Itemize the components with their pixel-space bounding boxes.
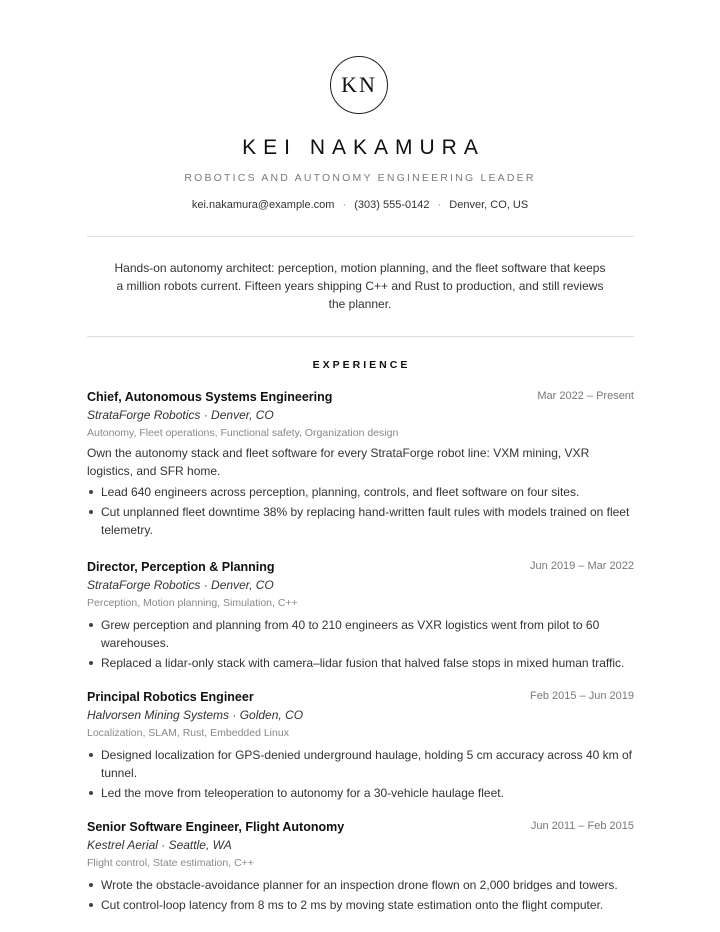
job-tags: Perception, Motion planning, Simulation, C++ [87, 597, 298, 609]
divider [87, 236, 634, 237]
job-tags: Autonomy, Fleet operations, Functional safety, Organization design [87, 427, 399, 439]
job-dates: Jun 2011 – Feb 2015 [530, 820, 634, 832]
list-item: Led the move from teleoperation to autonomy for a 30-vehicle haulage fleet. [87, 784, 634, 802]
list-item: Cut unplanned fleet downtime 38% by replacing hand-written fault rules with models trained on fleet telemetry. [87, 503, 634, 539]
list-item: Lead 640 engineers across perception, planning, controls, and fleet software on four sites. [87, 483, 634, 501]
job-bullets [87, 746, 634, 802]
job-dates: Feb 2015 – Jun 2019 [530, 690, 634, 702]
divider [87, 336, 634, 337]
job-title: Principal Robotics Engineer [87, 690, 254, 704]
job-tags: Localization, SLAM, Rust, Embedded Linux [87, 727, 289, 739]
list-item: Designed localization for GPS-denied underground haulage, holding 5 cm accuracy across 40 km of tunnel. [87, 746, 634, 782]
list-item: Wrote the obstacle-avoidance planner for an inspection drone flown on 2,000 bridges and towers. [87, 876, 634, 894]
contact-separator: · [342, 199, 347, 211]
candidate-tagline: ROBOTICS AND AUTONOMY ENGINEERING LEADER [184, 172, 536, 184]
contact-separator: · [437, 199, 442, 211]
contact-email[interactable]: kei.nakamura@example.com [191, 199, 335, 211]
job-tags: Flight control, State estimation, C++ [87, 857, 254, 869]
contact-location: Denver, CO, US [449, 199, 529, 211]
monogram-logo: KN [330, 56, 388, 114]
list-item: Replaced a lidar-only stack with camera–lidar fusion that halved false stops in mixed human traffic. [87, 654, 634, 672]
job-title: Senior Software Engineer, Flight Autonomy [87, 820, 345, 834]
summary-text: Hands-on autonomy architect: perception, motion planning, and the fleet software that keeps a million robots current. Fifteen years shipping C++ and Rust to production, and still reviews the planner. [114, 261, 606, 311]
list-item: Cut control-loop latency from 8 ms to 2 ms by moving state estimation onto the flight computer. [87, 896, 634, 914]
contact-line [0, 199, 720, 211]
job-bullets [87, 616, 634, 672]
contact-phone[interactable]: (303) 555-0142 [354, 199, 430, 211]
job-entry [87, 818, 634, 916]
job-title: Chief, Autonomous Systems Engineering [87, 390, 333, 404]
job-organization: StrataForge Robotics · Denver, CO [87, 408, 274, 422]
job-title: Director, Perception & Planning [87, 560, 275, 574]
job-bullets [87, 483, 634, 539]
job-organization: Halvorsen Mining Systems · Golden, CO [87, 708, 304, 722]
job-dates: Jun 2019 – Mar 2022 [530, 560, 634, 572]
section-title-experience: EXPERIENCE [312, 359, 411, 371]
job-entry [87, 388, 634, 541]
job-organization: Kestrel Aerial · Seattle, WA [87, 838, 232, 852]
job-dates: Mar 2022 – Present [537, 390, 634, 402]
candidate-name: KEI NAKAMURA [242, 136, 485, 159]
list-item: Grew perception and planning from 40 to 210 engineers as VXR logistics went from pilot to 60 warehouses. [87, 616, 634, 652]
job-bullets [87, 876, 634, 914]
job-organization: StrataForge Robotics · Denver, CO [87, 578, 274, 592]
job-entry [87, 558, 634, 674]
job-entry [87, 688, 634, 804]
job-description: Own the autonomy stack and fleet software for every StrataForge robot line: VXM mining, VXR logistics, and SFR home. [87, 446, 590, 478]
